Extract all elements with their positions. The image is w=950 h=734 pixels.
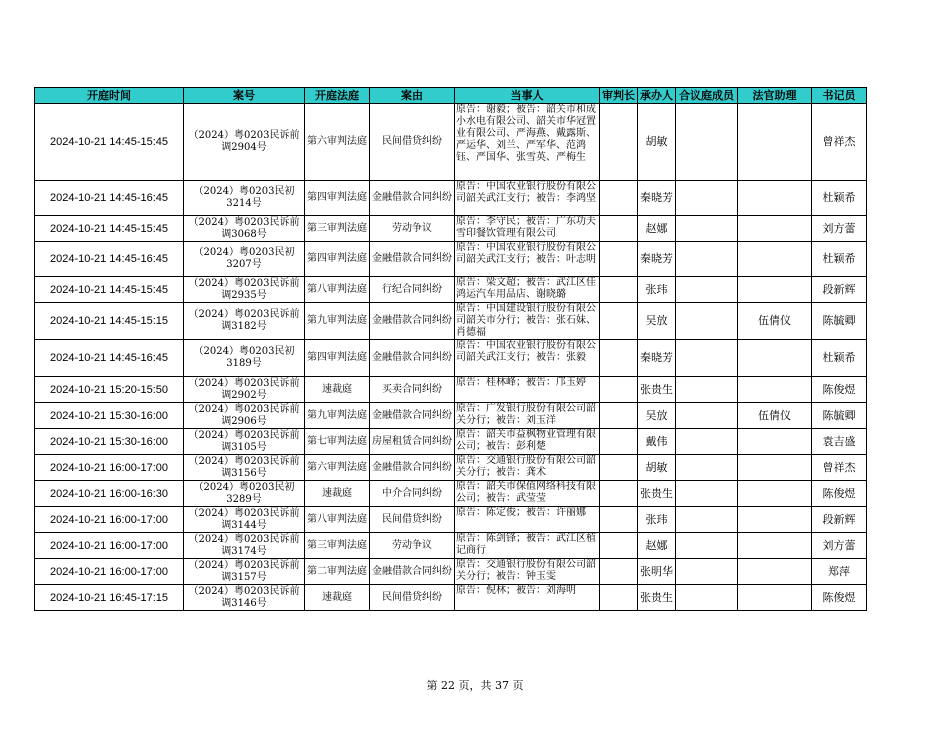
parties-text: 原告：中国农业银行股份有限公司韶关武江支行；被告：李鸿坚 xyxy=(456,181,596,204)
header-cause: 案由 xyxy=(370,88,455,104)
handler-cell: 张贵生 xyxy=(638,481,676,507)
cause-cell: 民间借贷纠纷 xyxy=(370,104,455,181)
assistant-cell: 伍倩仪 xyxy=(738,303,812,340)
court-cell: 第二审判法庭 xyxy=(305,559,370,585)
clerk-cell: 段新辉 xyxy=(812,507,867,533)
panel-cell xyxy=(676,455,738,481)
time-cell: 2024-10-21 16:00-17:00 xyxy=(35,455,184,481)
panel-cell xyxy=(676,481,738,507)
panel-cell xyxy=(676,429,738,455)
chief-judge-cell xyxy=(600,181,638,216)
header-chief-judge: 审判长 xyxy=(600,88,638,104)
time-cell: 2024-10-21 14:45-15:45 xyxy=(35,277,184,303)
parties-text: 原告：梁文超；被告：武江区佳鸿运汽车用品店、谢晓璐 xyxy=(456,277,596,300)
clerk-cell: 陈毓卿 xyxy=(812,303,867,340)
parties-text: 原告：谢毅；被告：韶关市和成小水电有限公司、韶关市华冠置业有限公司、严海燕、戴露斯、严运华、刘兰、严军华、范鸿钰、严国华、张雪英、严梅生 xyxy=(456,104,596,163)
handler-cell: 张明华 xyxy=(638,559,676,585)
assistant-cell xyxy=(738,181,812,216)
chief-judge-cell xyxy=(600,429,638,455)
parties-cell xyxy=(455,455,600,481)
parties-cell xyxy=(455,216,600,242)
case-number-cell: （2024）粤0203民初3214号 xyxy=(184,181,305,216)
assistant-cell xyxy=(738,377,812,403)
cause-cell: 金融借款合同纠纷 xyxy=(370,340,455,377)
header-clerk: 书记员 xyxy=(812,88,867,104)
table-row xyxy=(35,533,867,559)
parties-text: 原告：交通银行股份有限公司韶关分行；被告：龚术 xyxy=(456,455,596,478)
assistant-cell xyxy=(738,242,812,277)
panel-cell xyxy=(676,585,738,611)
header-court: 开庭法庭 xyxy=(305,88,370,104)
page-footer: 第 22 页，共 37 页 xyxy=(426,679,524,692)
table-header-row xyxy=(35,88,867,104)
time-cell: 2024-10-21 16:00-17:00 xyxy=(35,507,184,533)
assistant-cell xyxy=(738,340,812,377)
parties-text: 原告：陈定俊；被告：许丽娜 xyxy=(456,507,586,518)
clerk-cell: 刘方蕾 xyxy=(812,533,867,559)
court-cell: 第七审判法庭 xyxy=(305,429,370,455)
court-cell: 速裁庭 xyxy=(305,377,370,403)
parties-cell xyxy=(455,104,600,181)
cause-cell: 金融借款合同纠纷 xyxy=(370,181,455,216)
header-handler: 承办人 xyxy=(638,88,676,104)
chief-judge-cell xyxy=(600,104,638,181)
parties-text: 原告：陈剑锋；被告：武江区植记商行 xyxy=(456,533,596,556)
parties-text: 原告：广发银行股份有限公司韶关分行；被告：刘玉洋 xyxy=(456,403,596,426)
clerk-cell: 陈俊煜 xyxy=(812,585,867,611)
court-cell: 第八审判法庭 xyxy=(305,507,370,533)
case-number-cell: （2024）粤0203民诉前调3174号 xyxy=(184,533,305,559)
case-number-cell: （2024）粤0203民诉前调3144号 xyxy=(184,507,305,533)
time-cell: 2024-10-21 15:30-16:00 xyxy=(35,429,184,455)
parties-text: 原告：中国农业银行股份有限公司韶关武江支行；被告：叶志明 xyxy=(456,242,596,265)
table-row xyxy=(35,104,867,181)
case-number-cell: （2024）粤0203民诉前调3156号 xyxy=(184,455,305,481)
parties-cell xyxy=(455,242,600,277)
clerk-cell: 陈俊煜 xyxy=(812,377,867,403)
panel-cell xyxy=(676,559,738,585)
panel-cell xyxy=(676,277,738,303)
court-cell: 速裁庭 xyxy=(305,481,370,507)
court-cell: 第三审判法庭 xyxy=(305,533,370,559)
parties-text: 原告：韶关市保值网络科技有限公司；被告：武莹莹 xyxy=(456,481,596,504)
time-cell: 2024-10-21 16:00-17:00 xyxy=(35,533,184,559)
panel-cell xyxy=(676,303,738,340)
handler-cell: 赵娜 xyxy=(638,533,676,559)
parties-text: 原告：交通银行股份有限公司韶关分行；被告：钟玉雯 xyxy=(456,559,596,582)
case-number-cell: （2024）粤0203民诉前调3068号 xyxy=(184,216,305,242)
court-cell: 第三审判法庭 xyxy=(305,216,370,242)
parties-cell xyxy=(455,429,600,455)
court-cell: 第四审判法庭 xyxy=(305,181,370,216)
assistant-cell xyxy=(738,429,812,455)
clerk-cell: 袁吉盛 xyxy=(812,429,867,455)
chief-judge-cell xyxy=(600,533,638,559)
handler-cell: 胡敏 xyxy=(638,104,676,181)
handler-cell: 戴伟 xyxy=(638,429,676,455)
clerk-cell: 杜颖希 xyxy=(812,181,867,216)
handler-cell: 张贵生 xyxy=(638,377,676,403)
clerk-cell: 曾祥杰 xyxy=(812,455,867,481)
assistant-cell xyxy=(738,455,812,481)
table-row xyxy=(35,242,867,277)
handler-cell: 秦晓芳 xyxy=(638,242,676,277)
cause-cell: 民间借贷纠纷 xyxy=(370,507,455,533)
assistant-cell xyxy=(738,533,812,559)
header-parties: 当事人 xyxy=(455,88,600,104)
case-number-cell: （2024）粤0203民初3289号 xyxy=(184,481,305,507)
parties-cell xyxy=(455,533,600,559)
header-assistant: 法官助理 xyxy=(738,88,812,104)
cause-cell: 金融借款合同纠纷 xyxy=(370,242,455,277)
clerk-cell: 陈俊煜 xyxy=(812,481,867,507)
case-number-cell: （2024）粤0203民诉前调3105号 xyxy=(184,429,305,455)
time-cell: 2024-10-21 16:45-17:15 xyxy=(35,585,184,611)
assistant-cell xyxy=(738,585,812,611)
panel-cell xyxy=(676,403,738,429)
cause-cell: 行纪合同纠纷 xyxy=(370,277,455,303)
parties-cell xyxy=(455,481,600,507)
table-row xyxy=(35,455,867,481)
clerk-cell: 郑萍 xyxy=(812,559,867,585)
chief-judge-cell xyxy=(600,340,638,377)
handler-cell: 吴放 xyxy=(638,403,676,429)
time-cell: 2024-10-21 14:45-15:45 xyxy=(35,104,184,181)
panel-cell xyxy=(676,181,738,216)
parties-cell xyxy=(455,277,600,303)
case-number-cell: （2024）粤0203民诉前调3146号 xyxy=(184,585,305,611)
time-cell: 2024-10-21 15:20-15:50 xyxy=(35,377,184,403)
time-cell: 2024-10-21 16:00-17:00 xyxy=(35,559,184,585)
time-cell: 2024-10-21 14:45-16:45 xyxy=(35,340,184,377)
court-cell: 第六审判法庭 xyxy=(305,104,370,181)
parties-cell xyxy=(455,303,600,340)
handler-cell: 秦晓芳 xyxy=(638,340,676,377)
panel-cell xyxy=(676,104,738,181)
parties-cell xyxy=(455,403,600,429)
panel-cell xyxy=(676,216,738,242)
case-number-cell: （2024）粤0203民初3189号 xyxy=(184,340,305,377)
court-cell: 第四审判法庭 xyxy=(305,242,370,277)
time-cell: 2024-10-21 15:30-16:00 xyxy=(35,403,184,429)
parties-text: 原告：中国农业银行股份有限公司韶关武江支行；被告：张毅 xyxy=(456,340,596,363)
handler-cell: 张贵生 xyxy=(638,585,676,611)
chief-judge-cell xyxy=(600,277,638,303)
court-cell: 第四审判法庭 xyxy=(305,340,370,377)
chief-judge-cell xyxy=(600,455,638,481)
chief-judge-cell xyxy=(600,216,638,242)
handler-cell: 吴放 xyxy=(638,303,676,340)
clerk-cell: 段新辉 xyxy=(812,277,867,303)
table-row xyxy=(35,507,867,533)
header-time: 开庭时间 xyxy=(35,88,184,104)
cause-cell: 中介合同纠纷 xyxy=(370,481,455,507)
table-row xyxy=(35,181,867,216)
header-case-no: 案号 xyxy=(184,88,305,104)
table-row xyxy=(35,216,867,242)
cause-cell: 金融借款合同纠纷 xyxy=(370,559,455,585)
hearing-schedule-table xyxy=(34,87,867,611)
chief-judge-cell xyxy=(600,585,638,611)
case-number-cell: （2024）粤0203民初3207号 xyxy=(184,242,305,277)
parties-cell xyxy=(455,585,600,611)
handler-cell: 胡敏 xyxy=(638,455,676,481)
case-number-cell: （2024）粤0203民诉前调2904号 xyxy=(184,104,305,181)
assistant-cell xyxy=(738,481,812,507)
parties-cell xyxy=(455,181,600,216)
chief-judge-cell xyxy=(600,559,638,585)
parties-cell xyxy=(455,559,600,585)
assistant-cell xyxy=(738,507,812,533)
table-row xyxy=(35,277,867,303)
assistant-cell xyxy=(738,559,812,585)
case-number-cell: （2024）粤0203民诉前调2935号 xyxy=(184,277,305,303)
parties-text: 原告：李守民；被告：广东功夫雪印餐饮管理有限公司 xyxy=(456,216,596,239)
court-cell: 第九审判法庭 xyxy=(305,403,370,429)
cause-cell: 劳动争议 xyxy=(370,216,455,242)
case-number-cell: （2024）粤0203民诉前调2902号 xyxy=(184,377,305,403)
case-number-cell: （2024）粤0203民诉前调3157号 xyxy=(184,559,305,585)
court-cell: 速裁庭 xyxy=(305,585,370,611)
chief-judge-cell xyxy=(600,242,638,277)
time-cell: 2024-10-21 14:45-16:45 xyxy=(35,181,184,216)
cause-cell: 金融借款合同纠纷 xyxy=(370,455,455,481)
parties-text: 原告：桂林峰；被告：邝玉婷 xyxy=(456,377,586,388)
clerk-cell: 刘方蕾 xyxy=(812,216,867,242)
cause-cell: 房屋租赁合同纠纷 xyxy=(370,429,455,455)
handler-cell: 张玮 xyxy=(638,507,676,533)
time-cell: 2024-10-21 14:45-15:45 xyxy=(35,216,184,242)
case-number-cell: （2024）粤0203民诉前调3182号 xyxy=(184,303,305,340)
panel-cell xyxy=(676,340,738,377)
time-cell: 2024-10-21 14:45-16:45 xyxy=(35,242,184,277)
table-row xyxy=(35,340,867,377)
parties-text: 原告：倪林；被告：刘海明 xyxy=(456,585,576,596)
clerk-cell: 杜颖希 xyxy=(812,340,867,377)
parties-text: 原告：中国建设银行股份有限公司韶关市分行；被告：张石妹、肖德福 xyxy=(456,303,596,338)
handler-cell: 张玮 xyxy=(638,277,676,303)
handler-cell: 赵娜 xyxy=(638,216,676,242)
cause-cell: 买卖合同纠纷 xyxy=(370,377,455,403)
panel-cell xyxy=(676,507,738,533)
assistant-cell xyxy=(738,104,812,181)
clerk-cell: 曾祥杰 xyxy=(812,104,867,181)
court-cell: 第八审判法庭 xyxy=(305,277,370,303)
parties-cell xyxy=(455,340,600,377)
panel-cell xyxy=(676,242,738,277)
panel-cell xyxy=(676,533,738,559)
chief-judge-cell xyxy=(600,377,638,403)
parties-cell xyxy=(455,507,600,533)
clerk-cell: 陈毓卿 xyxy=(812,403,867,429)
assistant-cell: 伍倩仪 xyxy=(738,403,812,429)
cause-cell: 劳动争议 xyxy=(370,533,455,559)
table-row xyxy=(35,403,867,429)
table-row xyxy=(35,559,867,585)
table-row xyxy=(35,303,867,340)
chief-judge-cell xyxy=(600,303,638,340)
table-row xyxy=(35,429,867,455)
court-cell: 第九审判法庭 xyxy=(305,303,370,340)
chief-judge-cell xyxy=(600,403,638,429)
time-cell: 2024-10-21 14:45-15:15 xyxy=(35,303,184,340)
chief-judge-cell xyxy=(600,507,638,533)
panel-cell xyxy=(676,377,738,403)
assistant-cell xyxy=(738,277,812,303)
cause-cell: 金融借款合同纠纷 xyxy=(370,303,455,340)
cause-cell: 金融借款合同纠纷 xyxy=(370,403,455,429)
table-row xyxy=(35,377,867,403)
cause-cell: 民间借贷纠纷 xyxy=(370,585,455,611)
chief-judge-cell xyxy=(600,481,638,507)
table-row xyxy=(35,481,867,507)
header-panel: 合议庭成员 xyxy=(676,88,738,104)
parties-text: 原告：韶关市益枫物业管理有限公司；被告：彭利楚 xyxy=(456,429,596,452)
table-row xyxy=(35,585,867,611)
time-cell: 2024-10-21 16:00-16:30 xyxy=(35,481,184,507)
handler-cell: 秦晓芳 xyxy=(638,181,676,216)
case-number-cell: （2024）粤0203民诉前调2906号 xyxy=(184,403,305,429)
parties-cell xyxy=(455,377,600,403)
court-cell: 第六审判法庭 xyxy=(305,455,370,481)
clerk-cell: 杜颖希 xyxy=(812,242,867,277)
assistant-cell xyxy=(738,216,812,242)
